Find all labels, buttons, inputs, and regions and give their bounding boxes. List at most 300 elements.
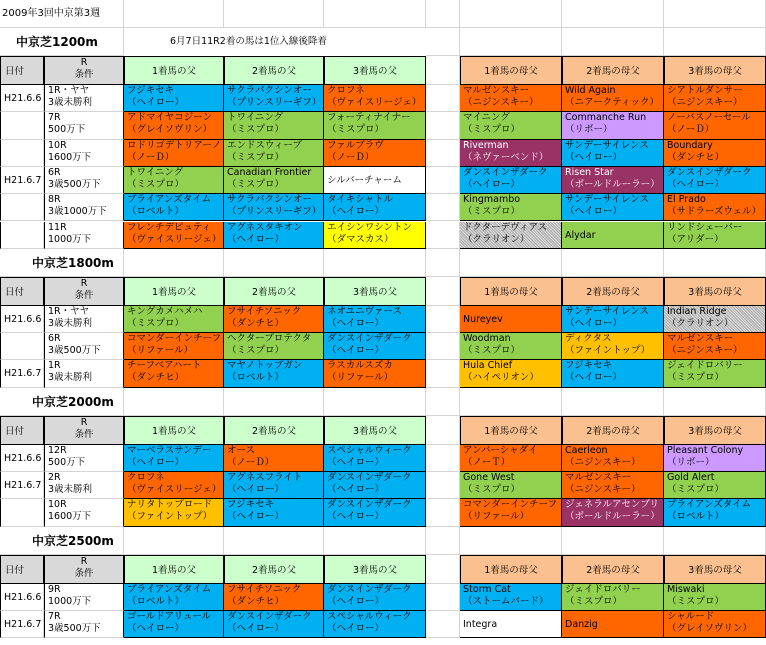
empty-cell[interactable] xyxy=(426,472,460,499)
damsire-header-3 xyxy=(664,416,766,445)
date-cell[interactable] xyxy=(0,584,44,611)
sire-cell-2[interactable] xyxy=(224,306,324,333)
date-header xyxy=(0,56,44,85)
damsire-name: Woodman xyxy=(463,333,511,345)
sire-cell-2[interactable] xyxy=(224,167,324,194)
race-header xyxy=(44,56,124,85)
sire-cell-3[interactable] xyxy=(324,306,426,333)
sire-line: （ノーＤ） xyxy=(127,151,175,163)
race-condition: 1600万下 xyxy=(48,151,92,163)
sire-header-label: 1着馬の父 xyxy=(151,286,197,298)
sire-cell-3[interactable] xyxy=(324,360,426,387)
section-title[interactable] xyxy=(0,388,124,416)
sire-cell-1[interactable] xyxy=(124,472,224,499)
race-header-r: R xyxy=(80,416,88,428)
damsire-cell-3[interactable] xyxy=(664,140,766,167)
sire-cell-3[interactable] xyxy=(324,85,426,112)
date-cell[interactable] xyxy=(0,306,44,333)
sire-header-1 xyxy=(124,277,224,306)
section-title[interactable] xyxy=(0,527,124,555)
damsire-line: （ミスプロ） xyxy=(667,595,725,607)
race-cell[interactable] xyxy=(44,194,124,221)
damsire-name: フジキセキ xyxy=(565,360,613,372)
empty-cell[interactable] xyxy=(426,388,460,416)
damsire-cell-1[interactable] xyxy=(460,584,562,611)
damsire-cell-1[interactable] xyxy=(460,85,562,112)
date-text: H21.6.6 xyxy=(4,93,42,104)
damsire-cell-3[interactable] xyxy=(664,194,766,221)
damsire-name: マイニング xyxy=(463,112,510,124)
sire-line: （ヘイロー） xyxy=(327,511,385,523)
sire-header-label: 2着馬の父 xyxy=(251,564,297,576)
sire-name: フサイチソニック xyxy=(227,583,302,595)
damsire-cell-3[interactable] xyxy=(664,333,766,360)
race-condition: 3歳未勝利 xyxy=(48,484,93,495)
date-header-label: 日付 xyxy=(5,286,25,298)
empty-cell[interactable] xyxy=(124,0,224,28)
sire-cell-2[interactable] xyxy=(224,445,324,472)
sire-cell-1[interactable] xyxy=(124,140,224,167)
race-number: 10R xyxy=(48,139,67,151)
sire-name: ダンスインザダーク xyxy=(327,333,412,345)
sire-cell-1[interactable] xyxy=(124,222,224,249)
damsire-header-1 xyxy=(460,555,562,584)
sire-name: ネオユニヴァース xyxy=(327,305,403,317)
empty-cell[interactable] xyxy=(426,360,460,387)
race-number: 12R xyxy=(48,444,67,456)
sire-cell-2[interactable] xyxy=(224,194,324,221)
damsire-name: ディクタス xyxy=(565,333,612,345)
sire-cell-3[interactable] xyxy=(324,333,426,360)
empty-cell[interactable] xyxy=(426,140,460,167)
date-cell[interactable] xyxy=(0,112,44,139)
sire-cell-3[interactable] xyxy=(324,194,426,221)
empty-cell[interactable] xyxy=(124,527,224,555)
empty-cell[interactable] xyxy=(224,527,324,555)
sire-line: （ヴァイスリージェ） xyxy=(127,484,222,495)
sire-header-3 xyxy=(324,277,426,306)
section-title[interactable] xyxy=(0,28,124,56)
damsire-cell-2[interactable] xyxy=(562,112,664,139)
damsire-cell-2[interactable] xyxy=(562,445,664,472)
sire-cell-3[interactable] xyxy=(324,445,426,472)
damsire-cell-3[interactable] xyxy=(664,584,766,611)
empty-cell[interactable] xyxy=(426,28,460,56)
sire-line: （ヘイロー） xyxy=(227,484,285,495)
damsire-cell-2[interactable] xyxy=(562,472,664,499)
empty-cell[interactable] xyxy=(426,112,460,139)
damsire-line: （ニジンスキー） xyxy=(463,97,539,108)
damsire-cell-3[interactable] xyxy=(664,112,766,139)
sire-header-label: 2着馬の父 xyxy=(251,286,297,298)
race-cell[interactable] xyxy=(44,333,124,360)
sire-line: （ファイントップ） xyxy=(127,511,213,523)
sire-name: トワイニング xyxy=(127,166,184,178)
sire-cell-1[interactable] xyxy=(124,194,224,221)
empty-cell[interactable] xyxy=(562,28,664,56)
damsire-line: （グレイソヴリン） xyxy=(667,622,753,634)
damsire-cell-2[interactable] xyxy=(562,85,664,112)
date-cell[interactable] xyxy=(0,333,44,360)
date-cell[interactable] xyxy=(0,611,44,638)
damsire-cell-2[interactable] xyxy=(562,222,664,249)
date-cell[interactable] xyxy=(0,140,44,167)
sire-cell-3[interactable] xyxy=(324,584,426,611)
race-number: 7R xyxy=(48,610,61,622)
empty-cell[interactable] xyxy=(124,249,224,277)
damsire-cell-3[interactable] xyxy=(664,472,766,499)
date-header-label: 日付 xyxy=(5,425,25,437)
empty-cell[interactable] xyxy=(426,194,460,221)
empty-cell[interactable] xyxy=(562,0,664,28)
sire-name: クロフネ xyxy=(327,85,365,96)
sire-name: スペシャルウィーク xyxy=(327,444,412,456)
damsire-cell-2[interactable] xyxy=(562,333,664,360)
sire-name: タイキシャトル xyxy=(327,194,394,206)
empty-cell[interactable] xyxy=(426,416,460,445)
empty-cell[interactable] xyxy=(426,555,460,584)
race-cell[interactable] xyxy=(44,360,124,387)
race-number: 6R xyxy=(48,166,61,178)
race-cell[interactable] xyxy=(44,611,124,638)
damsire-name: Storm Cat xyxy=(463,583,511,595)
sire-cell-1[interactable] xyxy=(124,112,224,139)
sire-cell-3[interactable] xyxy=(324,472,426,499)
damsire-cell-1[interactable] xyxy=(460,194,562,221)
sire-cell-2[interactable] xyxy=(224,112,324,139)
damsire-name: Risen Star xyxy=(565,166,614,178)
damsire-header-1 xyxy=(460,56,562,85)
sire-cell-1[interactable] xyxy=(124,333,224,360)
damsire-cell-2[interactable] xyxy=(562,499,664,526)
sire-header-1 xyxy=(124,416,224,445)
empty-cell[interactable] xyxy=(460,0,562,28)
race-number: 1R・ヤヤ xyxy=(48,305,90,317)
race-cell[interactable] xyxy=(44,167,124,194)
sire-name: フサイチソニック xyxy=(227,305,302,317)
sire-line: （ノーＤ） xyxy=(227,456,275,468)
race-cell[interactable] xyxy=(44,445,124,472)
sire-cell-3[interactable] xyxy=(324,611,426,638)
empty-cell[interactable] xyxy=(324,388,426,416)
damsire-cell-3[interactable] xyxy=(664,85,766,112)
sire-cell-2[interactable] xyxy=(224,472,324,499)
empty-cell[interactable] xyxy=(664,28,766,56)
damsire-cell-1[interactable] xyxy=(460,499,562,526)
empty-cell[interactable] xyxy=(664,388,766,416)
damsire-name: ブライアンズタイム xyxy=(667,499,752,511)
empty-cell[interactable] xyxy=(426,445,460,472)
sire-line: （グレイソヴリン） xyxy=(127,124,213,136)
damsire-line: （ニアークティック） xyxy=(565,97,659,108)
sire-name: スペシャルウィーク xyxy=(327,610,412,622)
damsire-name: Boundary xyxy=(667,139,713,151)
damsire-line: （ニジンスキー） xyxy=(667,97,743,108)
sire-header-label: 3着馬の父 xyxy=(352,425,398,437)
damsire-name: Integra xyxy=(463,618,498,630)
sire-cell-3[interactable] xyxy=(324,222,426,249)
sire-line: （ミスプロ） xyxy=(327,124,385,136)
race-number: 10R xyxy=(48,499,67,511)
empty-cell[interactable] xyxy=(124,388,224,416)
damsire-cell-3[interactable] xyxy=(664,360,766,387)
sire-header-1 xyxy=(124,555,224,584)
damsire-cell-3[interactable] xyxy=(664,222,766,249)
damsire-cell-2[interactable] xyxy=(562,306,664,333)
damsire-cell-1[interactable] xyxy=(460,472,562,499)
empty-cell[interactable] xyxy=(324,0,426,28)
damsire-cell-1[interactable] xyxy=(460,360,562,387)
damsire-name: Indian Ridge xyxy=(667,305,727,317)
sire-cell-2[interactable] xyxy=(224,85,324,112)
empty-cell[interactable] xyxy=(562,527,664,555)
empty-cell[interactable] xyxy=(562,388,664,416)
empty-cell[interactable] xyxy=(426,527,460,555)
race-condition: 3歳未勝利 xyxy=(48,97,93,108)
damsire-cell-1[interactable] xyxy=(460,222,562,249)
date-cell[interactable] xyxy=(0,445,44,472)
sire-cell-3[interactable] xyxy=(324,140,426,167)
race-cell[interactable] xyxy=(44,584,124,611)
empty-cell[interactable] xyxy=(426,0,460,28)
damsire-cell-1[interactable] xyxy=(460,333,562,360)
sire-header-label: 2着馬の父 xyxy=(251,425,297,437)
race-number: 7R xyxy=(48,112,61,124)
empty-cell[interactable] xyxy=(426,306,460,333)
empty-cell[interactable] xyxy=(426,277,460,306)
empty-cell[interactable] xyxy=(426,611,460,638)
damsire-line: （ヘイロー） xyxy=(463,178,521,190)
empty-cell[interactable] xyxy=(426,56,460,85)
damsire-cell-2[interactable] xyxy=(562,194,664,221)
damsire-line: （ストームバード） xyxy=(463,595,549,607)
race-header-r: R xyxy=(80,57,88,68)
damsire-line: （リボー） xyxy=(667,456,715,468)
sire-line: （ダンチヒ） xyxy=(227,317,285,329)
date-header xyxy=(0,416,44,445)
damsire-cell-3[interactable] xyxy=(664,167,766,194)
empty-cell[interactable] xyxy=(224,249,324,277)
damsire-cell-2[interactable] xyxy=(562,611,664,638)
empty-cell[interactable] xyxy=(460,28,562,56)
date-cell[interactable] xyxy=(0,194,44,221)
sire-name: フジキセキ xyxy=(227,499,275,511)
race-cell[interactable] xyxy=(44,112,124,139)
damsire-line: （ネヴァーベンド） xyxy=(463,151,549,163)
empty-cell[interactable] xyxy=(426,85,460,112)
sire-cell-1[interactable] xyxy=(124,611,224,638)
section-title-text: 中京芝2500m xyxy=(32,533,114,548)
damsire-name: アンバーシャダイ xyxy=(463,444,538,456)
empty-cell[interactable] xyxy=(460,249,562,277)
damsire-name: ノーバスノーセール xyxy=(667,112,751,124)
damsire-header-label: 1着馬の母父 xyxy=(484,425,538,437)
date-cell[interactable] xyxy=(0,222,44,249)
race-cell[interactable] xyxy=(44,222,124,249)
empty-cell[interactable] xyxy=(324,249,426,277)
damsire-cell-2[interactable] xyxy=(562,360,664,387)
race-header xyxy=(44,555,124,584)
damsire-cell-2[interactable] xyxy=(562,584,664,611)
race-condition: 500万下 xyxy=(48,124,86,136)
sire-name: オース xyxy=(227,444,256,456)
damsire-header-label: 1着馬の母父 xyxy=(484,286,538,298)
sire-line: （ヘイロー） xyxy=(327,206,385,218)
race-condition: 1600万下 xyxy=(48,511,92,523)
section-title-text: 中京芝1800m xyxy=(32,255,114,270)
race-number: 9R xyxy=(48,583,61,595)
race-header-cond: 条件 xyxy=(74,567,94,579)
race-cell[interactable] xyxy=(44,472,124,499)
race-note[interactable]: 6月7日11R2着の馬は1位入線後降着 xyxy=(170,36,327,47)
empty-cell[interactable] xyxy=(426,499,460,526)
race-cell[interactable] xyxy=(44,85,124,112)
race-condition: 3歳未勝利 xyxy=(48,317,93,329)
damsire-cell-1[interactable] xyxy=(460,167,562,194)
sire-name: Canadian Frontier xyxy=(227,166,312,178)
damsire-name: サンデーサイレンス xyxy=(565,139,649,151)
race-condition: 1000万下 xyxy=(48,595,92,607)
sire-name: エイシンワシントン xyxy=(327,221,413,233)
damsire-line: （アリダー） xyxy=(667,233,724,245)
sire-name: ダンスインザダーク xyxy=(327,472,412,483)
sheet-title[interactable]: 2009年3回中京第3週 xyxy=(0,0,124,28)
sire-cell-1[interactable] xyxy=(124,584,224,611)
damsire-header-2 xyxy=(562,277,664,306)
damsire-line: （ヘイロー） xyxy=(565,206,623,218)
damsire-cell-1[interactable] xyxy=(460,445,562,472)
damsire-cell-1[interactable] xyxy=(460,140,562,167)
empty-cell[interactable] xyxy=(426,222,460,249)
sire-cell-2[interactable] xyxy=(224,333,324,360)
damsire-cell-2[interactable] xyxy=(562,140,664,167)
damsire-cell-1[interactable] xyxy=(460,112,562,139)
empty-cell[interactable] xyxy=(426,584,460,611)
empty-cell[interactable] xyxy=(460,388,562,416)
sire-cell-2[interactable] xyxy=(224,611,324,638)
sire-line: （ミスプロ） xyxy=(227,178,285,190)
sire-name: クロフネ xyxy=(127,472,165,483)
damsire-line: （ロベルト） xyxy=(667,511,725,523)
damsire-name: Caerleon xyxy=(565,444,608,456)
date-cell[interactable] xyxy=(0,85,44,112)
sire-cell-3[interactable] xyxy=(324,499,426,526)
date-cell[interactable] xyxy=(0,360,44,387)
empty-cell[interactable] xyxy=(324,527,426,555)
sire-name: マーベラスサンデー xyxy=(127,444,212,456)
empty-cell[interactable] xyxy=(224,388,324,416)
sire-line: （ロベルト） xyxy=(127,595,185,607)
damsire-name: ジェイドロバリー xyxy=(565,583,641,595)
sire-cell-3[interactable] xyxy=(324,167,426,194)
sire-name: ダンスインザダーク xyxy=(327,583,412,595)
section-title-text: 中京芝1200m xyxy=(16,35,98,49)
damsire-cell-1[interactable] xyxy=(460,306,562,333)
empty-cell[interactable] xyxy=(562,249,664,277)
empty-cell[interactable] xyxy=(224,0,324,28)
sire-cell-2[interactable] xyxy=(224,499,324,526)
section-title[interactable] xyxy=(0,249,124,277)
sire-line: （ミスプロ） xyxy=(227,151,285,163)
damsire-cell-3[interactable] xyxy=(664,611,766,638)
damsire-name: Commanche Run xyxy=(565,112,647,124)
damsire-name: ジェイドロバリー xyxy=(667,360,743,372)
date-text: H21.6.6 xyxy=(4,591,42,603)
date-cell[interactable] xyxy=(0,499,44,526)
sire-cell-1[interactable] xyxy=(124,85,224,112)
sire-header-label: 3着馬の父 xyxy=(352,286,398,298)
damsire-cell-3[interactable] xyxy=(664,499,766,526)
date-text: H21.6.7 xyxy=(4,174,42,186)
sire-line: （ヘイロー） xyxy=(327,595,385,607)
sire-line: （ダンチヒ） xyxy=(227,595,285,607)
damsire-name: ダンスインザダーク xyxy=(667,166,752,178)
damsire-name: Miswaki xyxy=(667,583,705,595)
damsire-line: （ミスプロ） xyxy=(463,124,521,136)
sire-cell-2[interactable] xyxy=(224,222,324,249)
date-cell[interactable] xyxy=(0,167,44,194)
damsire-header-label: 1着馬の母父 xyxy=(484,564,538,576)
damsire-line: （ミスプロ） xyxy=(667,484,725,495)
race-number: 11R xyxy=(48,221,67,233)
sire-line: （ミスプロ） xyxy=(127,317,185,329)
empty-cell[interactable] xyxy=(664,527,766,555)
empty-cell[interactable] xyxy=(426,249,460,277)
damsire-line: （ニジンスキー） xyxy=(565,484,641,495)
damsire-header-label: 2着馬の母父 xyxy=(586,564,640,576)
damsire-header-2 xyxy=(562,56,664,85)
race-cell[interactable] xyxy=(44,140,124,167)
date-text: H21.6.6 xyxy=(4,313,42,325)
race-header-r: R xyxy=(80,277,88,289)
damsire-name: サンデーサイレンス xyxy=(565,194,649,206)
damsire-cell-2[interactable] xyxy=(562,167,664,194)
damsire-header-3 xyxy=(664,555,766,584)
sire-cell-2[interactable] xyxy=(224,140,324,167)
sire-cell-2[interactable] xyxy=(224,360,324,387)
sire-cell-1[interactable] xyxy=(124,445,224,472)
race-condition: 1000万下 xyxy=(48,233,92,245)
sire-line: （ノーＤ） xyxy=(327,151,375,163)
damsire-cell-1[interactable] xyxy=(460,611,562,638)
sire-cell-1[interactable] xyxy=(124,167,224,194)
damsire-line: （ダンチヒ） xyxy=(667,151,725,163)
race-cell[interactable] xyxy=(44,499,124,526)
sire-cell-1[interactable] xyxy=(124,499,224,526)
empty-cell[interactable] xyxy=(664,249,766,277)
race-cell[interactable] xyxy=(44,306,124,333)
sire-cell-1[interactable] xyxy=(124,360,224,387)
damsire-name: マルゼンスキー xyxy=(667,333,734,345)
sire-cell-1[interactable] xyxy=(124,306,224,333)
sire-header-2 xyxy=(224,555,324,584)
damsire-name: コマンダーインチーフ xyxy=(463,499,558,511)
date-cell[interactable] xyxy=(0,472,44,499)
race-number: 1R・ヤヤ xyxy=(48,85,90,96)
sire-header-label: 1着馬の父 xyxy=(151,425,197,437)
sire-cell-2[interactable] xyxy=(224,584,324,611)
empty-cell[interactable] xyxy=(460,527,562,555)
empty-cell[interactable] xyxy=(664,0,766,28)
sire-line: （ロベルト） xyxy=(127,206,185,218)
damsire-cell-3[interactable] xyxy=(664,306,766,333)
damsire-line: （ミスプロ） xyxy=(463,345,521,357)
damsire-cell-3[interactable] xyxy=(664,445,766,472)
empty-cell[interactable] xyxy=(426,333,460,360)
empty-cell[interactable] xyxy=(426,167,460,194)
sire-name: シルバーチャーム xyxy=(327,174,402,186)
sire-cell-3[interactable] xyxy=(324,112,426,139)
